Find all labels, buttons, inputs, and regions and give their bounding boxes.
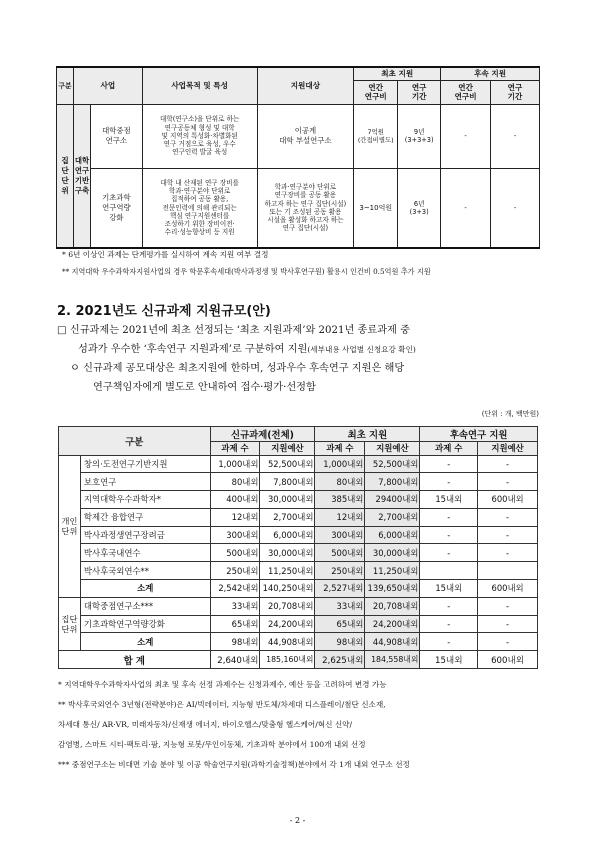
header-follow-support: 후속 지원 bbox=[441, 67, 540, 80]
first-budget: 139,650내외 bbox=[365, 580, 420, 598]
first-count: 500내외 bbox=[315, 544, 365, 562]
program-target: 학과·연구분야 단위로 연구장비를 공동 활용 하고자 하는 연구 집단(시설) 또는 기 조성된 공동 활용 시설을 활성화 하고자 하는 연구 집단(시설) bbox=[257, 168, 354, 248]
footnote: * 지역대학우수과학자사업의 최초 및 후속 선정 과제수는 신청과제수, 예산 등을 고려하여 변경 가능 bbox=[58, 680, 387, 689]
follow-budget: - bbox=[478, 633, 538, 651]
first-budget: 24,200내외 bbox=[365, 615, 420, 633]
follow-count: 15내외 bbox=[420, 651, 478, 669]
follow-budget: 600내외 bbox=[478, 651, 538, 669]
section-title: 2. 2021년도 신규과제 지원규모(안) bbox=[57, 304, 271, 319]
table-row bbox=[59, 562, 538, 580]
new-budget: 52,500내외 bbox=[260, 455, 315, 473]
new-count: 1,000내외 bbox=[210, 455, 260, 473]
first-count: 98내외 bbox=[315, 633, 365, 651]
first-budget: 7,800내외 bbox=[365, 473, 420, 491]
program-overview-table bbox=[56, 66, 540, 249]
follow-budget: - bbox=[478, 597, 538, 615]
group-collective: 집 단 단 위 bbox=[57, 104, 74, 248]
table-row bbox=[59, 508, 538, 526]
table-row bbox=[59, 473, 538, 491]
header-budget: 지원예산 bbox=[365, 442, 420, 456]
follow-count: - bbox=[420, 508, 478, 526]
footnote: ** 지역대학 우수과학자지원사업의 경우 학문후속세대(박사과정생 및 박사후연구원) 활용시 인건비 0.5억원 추가 지원 bbox=[62, 267, 431, 276]
follow-count: 15내외 bbox=[420, 580, 478, 598]
follow-count: - bbox=[420, 615, 478, 633]
header-count: 과제 수 bbox=[315, 442, 365, 456]
subtotal-row bbox=[59, 633, 538, 651]
new-count: 500내외 bbox=[210, 544, 260, 562]
first-budget: 29400내외 bbox=[365, 491, 420, 509]
follow-count: - bbox=[420, 597, 478, 615]
first-count: 12내외 bbox=[315, 508, 365, 526]
row-name: 기초과학연구역량강화 bbox=[80, 615, 210, 633]
new-count: 400내외 bbox=[210, 491, 260, 509]
first-budget: 11,250내외 bbox=[365, 562, 420, 580]
paragraph-line: ㅇ 신규과제 공모대상은 최초지원에 한하며, 성과우수 후속연구 지원은 해당 bbox=[70, 363, 405, 374]
total-label: 합 계 bbox=[59, 651, 211, 669]
new-count: 2,542내외 bbox=[210, 580, 260, 598]
footnote: * 6년 이상인 과제는 단계평가를 실시하여 계속 지원 여부 결정 bbox=[62, 250, 269, 259]
header-first-support: 최초 지원 bbox=[315, 427, 420, 442]
program-name: 대학중점 연구소 bbox=[90, 104, 142, 168]
row-name: 대학중점연구소*** bbox=[80, 597, 210, 615]
group-collective: 집단 단위 bbox=[59, 597, 81, 650]
header-follow-period: 연구 기간 bbox=[491, 80, 540, 104]
table-row bbox=[59, 615, 538, 633]
first-budget: 30,000내외 bbox=[365, 544, 420, 562]
follow-budget: 600내외 bbox=[478, 491, 538, 509]
table-row bbox=[59, 526, 538, 544]
program-purpose: 대학(연구소)을 단위로 하는 연구공동체 형성 및 대학 및 지역의 특성화·차별화된 연구 거점으로 육성, 우수 연구인력 발굴 육성 bbox=[142, 104, 257, 168]
follow-budget: - bbox=[478, 615, 538, 633]
follow-budget: - bbox=[478, 473, 538, 491]
header-count: 과제 수 bbox=[210, 442, 260, 456]
new-budget: 30,000내외 bbox=[260, 544, 315, 562]
row-name: 박사후국외연수** bbox=[80, 562, 210, 580]
footnote: 감염병, 스마트 시티·팩토리·팜, 지능형 로봇/무인이동체, 기초과학 분야에서 100개 내외 선정 bbox=[58, 740, 366, 749]
paragraph-text: 성과가 우수한 ‘후속연구 지원과제’로 구분하여 지원 bbox=[78, 344, 308, 355]
row-name: 박사후국내연수 bbox=[80, 544, 210, 562]
program-budget: 7억원 (간접비별도) bbox=[354, 104, 398, 168]
new-budget: 44,908내외 bbox=[260, 633, 315, 651]
first-budget: 20,708내외 bbox=[365, 597, 420, 615]
follow-count: - bbox=[420, 473, 478, 491]
new-budget: 185,160내외 bbox=[260, 651, 315, 669]
first-budget: 184,558내외 bbox=[365, 651, 420, 669]
subtotal-label: 소계 bbox=[80, 580, 210, 598]
header-follow-support: 후속연구 지원 bbox=[420, 427, 538, 442]
new-count: 33내외 bbox=[210, 597, 260, 615]
header-budget: 지원예산 bbox=[260, 442, 315, 456]
subtotal-label: 소계 bbox=[80, 633, 210, 651]
header-purpose: 사업목적 및 특성 bbox=[142, 67, 257, 104]
new-count: 80내외 bbox=[210, 473, 260, 491]
first-count: 250내외 bbox=[315, 562, 365, 580]
footnote: *** 중점연구소는 비대면 기술 분야 및 이공 학술연구지원(과학기술정책)분야에서 각 1개 내외 연구소 선정 bbox=[58, 760, 410, 769]
new-count: 250내외 bbox=[210, 562, 260, 580]
first-count: 2,625내외 bbox=[315, 651, 365, 669]
first-budget: 44,908내외 bbox=[365, 633, 420, 651]
follow-budget: - bbox=[478, 544, 538, 562]
first-count: 80내외 bbox=[315, 473, 365, 491]
first-budget: 6,000내외 bbox=[365, 526, 420, 544]
new-count: 65내외 bbox=[210, 615, 260, 633]
program-period: 6년 (3+3) bbox=[398, 168, 441, 248]
first-budget: 52,500내외 bbox=[365, 455, 420, 473]
table-row bbox=[59, 597, 538, 615]
group-university-research: 대학 연구 기반 구축 bbox=[73, 104, 90, 248]
follow-count: - bbox=[420, 526, 478, 544]
follow-count: - bbox=[420, 633, 478, 651]
follow-count: 15내외 bbox=[420, 491, 478, 509]
first-count: 2,527내외 bbox=[315, 580, 365, 598]
new-count: 98내외 bbox=[210, 633, 260, 651]
header-business: 사업 bbox=[73, 67, 142, 104]
new-count: 300내외 bbox=[210, 526, 260, 544]
first-count: 385내외 bbox=[315, 491, 365, 509]
paragraph-line bbox=[78, 343, 416, 356]
follow-budget: - bbox=[478, 455, 538, 473]
header-target: 지원대상 bbox=[257, 67, 354, 104]
row-name: 보호연구 bbox=[80, 473, 210, 491]
new-budget: 24,200내외 bbox=[260, 615, 315, 633]
budget-table-body bbox=[59, 455, 538, 669]
header-follow-budget: 연간 연구비 bbox=[441, 80, 491, 104]
program-follow-budget: - bbox=[441, 168, 491, 248]
follow-budget bbox=[478, 562, 538, 580]
budget-table bbox=[58, 426, 538, 669]
unit-label: (단위 : 개, 백만원) bbox=[481, 410, 539, 418]
program-period: 9년 (3+3+3) bbox=[398, 104, 441, 168]
program-purpose: 대학 내 산재된 연구 장비를 학과·연구분야 단위로 집적하여 공동 활용, 전문인력에 의해 관리되는 핵심 연구지원센터를 조성하기 위한 장비이전· 수리·성능향상비 등 지원 bbox=[142, 168, 257, 248]
paragraph-line: 연구책임자에게 별도로 안내하여 접수·평가·선정함 bbox=[93, 382, 316, 393]
follow-budget: - bbox=[478, 526, 538, 544]
header-division: 구분 bbox=[59, 427, 211, 456]
follow-count: - bbox=[420, 455, 478, 473]
table-row bbox=[59, 455, 538, 473]
new-budget: 20,708내외 bbox=[260, 597, 315, 615]
page-number: - 2 - bbox=[289, 816, 306, 825]
header-count: 과제 수 bbox=[420, 442, 478, 456]
program-follow-budget: - bbox=[441, 104, 491, 168]
new-budget: 6,000내외 bbox=[260, 526, 315, 544]
program-follow-period: - bbox=[491, 168, 540, 248]
row-name: 지역대학우수과학자* bbox=[80, 491, 210, 509]
row-name: 학제간 융합연구 bbox=[80, 508, 210, 526]
header-new-total: 신규과제(전체) bbox=[210, 427, 315, 442]
footnote: ** 박사후국외연수 3년형(전략분야)은 AI/빅데이터, 지능형 반도체/차세대 디스플레이/첨단 신소재, bbox=[58, 700, 386, 709]
follow-count: - bbox=[420, 544, 478, 562]
first-count: 300내외 bbox=[315, 526, 365, 544]
header-first-period: 연구 기간 bbox=[398, 80, 441, 104]
first-count: 1,000내외 bbox=[315, 455, 365, 473]
follow-budget: - bbox=[478, 508, 538, 526]
header-budget: 지원예산 bbox=[478, 442, 538, 456]
header-first-support: 최초 지원 bbox=[354, 67, 441, 80]
follow-count bbox=[420, 562, 478, 580]
first-count: 33내외 bbox=[315, 597, 365, 615]
row-name: 창의·도전연구기반지원 bbox=[80, 455, 210, 473]
program-follow-period: - bbox=[491, 104, 540, 168]
paragraph-note: (세부내용 사업별 신청요강 확인) bbox=[307, 345, 416, 354]
new-budget: 11,250내외 bbox=[260, 562, 315, 580]
program-budget: 3~10억원 bbox=[354, 168, 398, 248]
new-budget: 30,000내외 bbox=[260, 491, 315, 509]
footnote: 차세대 통신/ AR·VR, 미래자동차/신재생 에너지, 바이오헬스/맞춤형 헬스케어/혁신 신약/ bbox=[58, 720, 353, 729]
row-name: 박사과정생연구장려금 bbox=[80, 526, 210, 544]
header-division: 구분 bbox=[57, 67, 74, 104]
new-count: 2,640내외 bbox=[210, 651, 260, 669]
total-row bbox=[59, 651, 538, 669]
subtotal-row bbox=[59, 580, 538, 598]
program-target: 이공계 대학 부설연구소 bbox=[257, 104, 354, 168]
table-row bbox=[59, 544, 538, 562]
new-budget: 2,700내외 bbox=[260, 508, 315, 526]
first-budget: 2,700내외 bbox=[365, 508, 420, 526]
program-name: 기초과학 연구역량 강화 bbox=[90, 168, 142, 248]
new-budget: 140,250내외 bbox=[260, 580, 315, 598]
new-count: 12내외 bbox=[210, 508, 260, 526]
new-budget: 7,800내외 bbox=[260, 473, 315, 491]
paragraph-line: □ 신규과제는 2021년에 최초 선정되는 ‘최초 지원과제’와 2021년 종료과제 중 bbox=[57, 325, 410, 336]
follow-budget: 600내외 bbox=[478, 580, 538, 598]
table-row bbox=[59, 491, 538, 509]
group-individual: 개인 단위 bbox=[59, 455, 81, 597]
header-first-budget: 연간 연구비 bbox=[354, 80, 398, 104]
first-count: 65내외 bbox=[315, 615, 365, 633]
